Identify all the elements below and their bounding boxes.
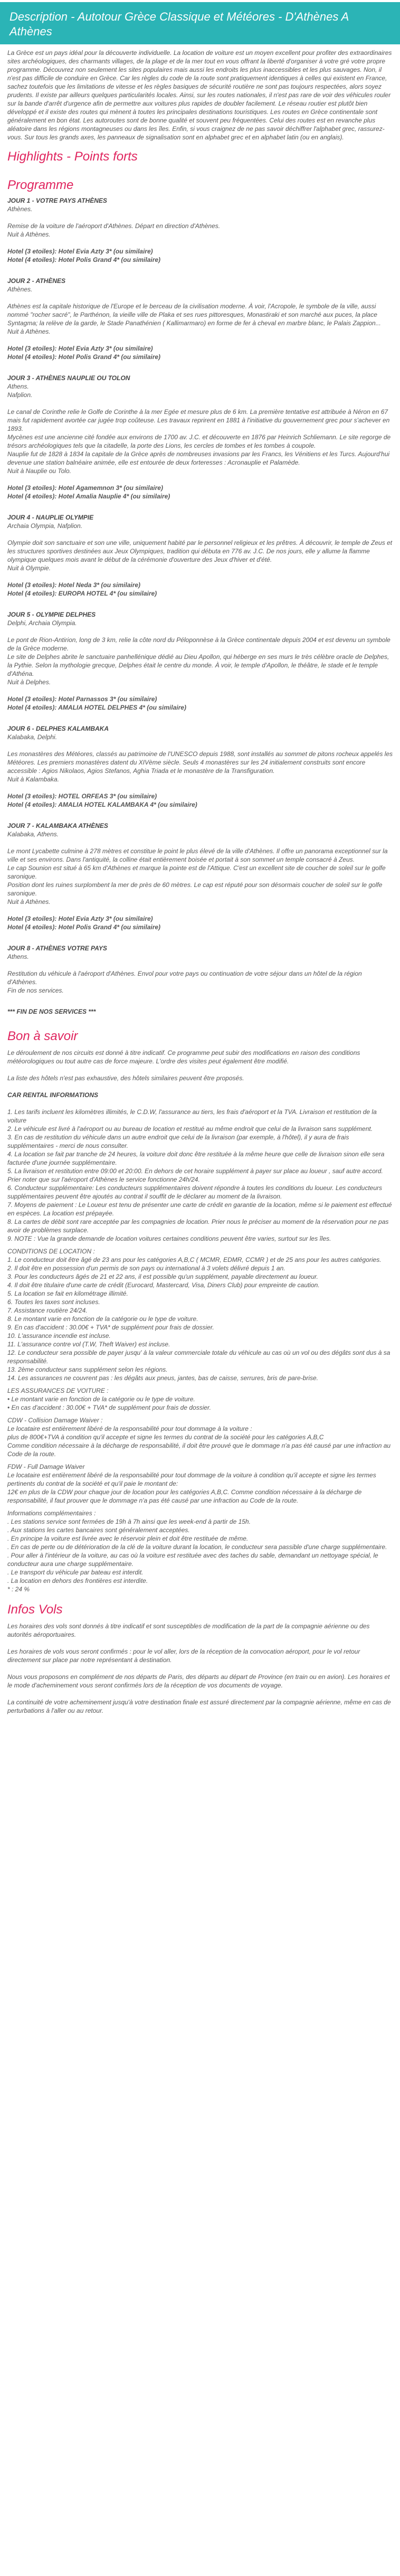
infos-title: Infos Vols (7, 1602, 63, 1617)
car-rental-line: 5. La location se fait en kilométrage illimité. (7, 1290, 128, 1297)
car-rental-line: . Pour aller à l'intérieur de la voiture, au cas où la voiture est restituée avec des taches du sable, demandant un nettoyage spécial, le conducteur aura une charge supplémentaire. (7, 1552, 378, 1568)
infos-paragraph: Les horaires de vols vous seront confirmés : pour le vol aller, lors de la réception de la convocation aéroport, pour le vol retour directement sur place par notre représentant à destination. (7, 1648, 360, 1664)
car-rental-list (7, 1108, 393, 1593)
car-rental-line: 1. Le conducteur doit être âgé de 23 ans pour les catégories A,B,C ( MCMR, EDMR, CCMR ) et de 25 ans pour les autres catégories. (7, 1256, 382, 1263)
spacer (7, 741, 393, 750)
hotel-line: Hotel (3 etoiles): Hotel Agamemnon 3* (ou similaire) (7, 484, 163, 492)
day-text: Le mont Lycabette culmine à 278 mètres et constitue le point le plus élevé de la ville d'Athènes. Il offre un panorama exceptionnel sur la ville et ses environs. Dans l'antiquité, la colline était entièrement boisée et portait à son sommet un temple consacré à Zeus. (7, 847, 388, 863)
day-title: JOUR 1 - VOTRE PAYS ATHÈNES (7, 197, 107, 204)
car-rental-line: 8. La cartes de débit sont rare acceptée par les compagnies de location. Prier nous le préciser au moment de la réservation pour ne pas avoir de problèmes surplace. (7, 1218, 389, 1234)
spacer (7, 784, 393, 792)
day-text: Nuit à Athènes. (7, 231, 51, 238)
hotel-line: Hotel (4 etoiles): Hotel Polis Grand 4* (ou similaire) (7, 256, 161, 263)
car-rental-line: LES ASSURANCES DE VOITURE : (7, 1387, 109, 1394)
day-text: Le cap Sounion est situé à 65 km d'Athènes et marque la pointe est de l'Attique. C'est un excellent site de coucher de soleil sur le golfe saronique. (7, 864, 386, 880)
day-text: Le pont de Rion-Antirion, long de 3 km, relie la côte nord du Péloponnèse à la Grèce continentale depuis 2004 et est devenu un symbole de la Grèce moderne. (7, 636, 391, 652)
day-location: Archaia Olympia, Nafplion. (7, 522, 83, 530)
day-title: JOUR 3 - ATHÈNES NAUPLIE OU TOLON (7, 374, 130, 382)
day-title: JOUR 7 - KALAMBAKA ATHÈNES (7, 822, 108, 829)
hotel-line: Hotel (3 etoiles): Hotel Neda 3* (ou similaire) (7, 581, 141, 589)
day-text: Fin de nos services. (7, 987, 64, 994)
hotel-line: Hotel (3 etoiles): HOTEL ORFEAS 3* (ou similaire) (7, 792, 157, 800)
car-rental-line: 2. Il doit être en possession d'un permis de son pays ou international à 3 volets délivré depuis 1 an. (7, 1265, 285, 1272)
hotel-line: Hotel (3 etoiles): Hotel Evia Azty 3* (ou similaire) (7, 915, 153, 922)
car-rental-line: . Aux stations les cartes bancaires sont généralement acceptées. (7, 1526, 190, 1534)
day-block (7, 277, 393, 361)
car-rental-line: FDW - Full Damage Waiver (7, 1463, 85, 1470)
car-rental-line: 4. Il doit être titulaire d'une carte de crédit (Eurocard, Mastercard, Visa, Diners Club) pour empreinte de caution. (7, 1281, 320, 1289)
car-rental-line: 5. La livraison et restitution entre 09:00 et 20:00. En dehors de cet horaire supplément à payer sur place au loueur , sauf autre accord. Prier noter que sur l'aéroport d'Athènes le service fonctionne 24h/24. (7, 1167, 383, 1183)
car-rental-line: . La location en dehors des frontières est interdite. (7, 1577, 148, 1584)
good-to-know-title: Bon à savoir (7, 1029, 78, 1043)
page-title: Description - Autotour Grèce Classique et Météores - D'Athènes A Athènes (9, 10, 349, 38)
car-rental-line: 4. La location se fait par tranche de 24 heures, la voiture doit donc être restituée à la même heure que celle de livraison sinon elle sera facturée d'une journée supplémentaire. (7, 1150, 385, 1166)
car-rental-line: Informations complémentaires : (7, 1509, 96, 1517)
day-location: Athènes. (7, 205, 33, 213)
car-rental-line: Comme condition nécessaire à la décharge de responsabilité, il doit être prouvé que le dommage n'a pas été causé par une infraction au Code de la route. (7, 1442, 391, 1458)
hotel-line: Hotel (4 etoiles): Hotel Polis Grand 4* (ou similaire) (7, 353, 161, 361)
hotel-line: Hotel (3 etoiles): Hotel Evia Azty 3* (ou similaire) (7, 248, 153, 255)
car-rental-line: CDW - Collision Damage Waiver : (7, 1417, 103, 1424)
programme-title: Programme (7, 178, 74, 192)
hotel-line: Hotel (4 etoiles): Hotel Amalia Nauplie 4* (ou similaire) (7, 493, 170, 500)
spacer (7, 838, 393, 847)
spacer (7, 572, 393, 581)
day-text: Position dont les ruines surplombent la mer de près de 60 mètres. Le cap est réputé pour son désormais coucher de soleil sur le golfe saronique. (7, 881, 383, 897)
day-title: JOUR 4 - NAUPLIE OLYMPIE (7, 514, 94, 521)
car-rental-line: CONDITIONS DE LOCATION : (7, 1248, 95, 1255)
spacer (7, 627, 393, 636)
car-rental-line: * : 24 % (7, 1586, 30, 1593)
spacer (7, 686, 393, 695)
car-rental-line: Le locataire est entièrement libéré de la responsabilité pour tout dommage de la voiture à condition qu'il accepte et signe les termes pertinents du contrat de la société et qu'il paie le montant de: (7, 1471, 376, 1487)
day-block (7, 513, 393, 598)
day-location: Nafplion. (7, 391, 33, 399)
car-rental-line: 12€ en plus de la CDW pour chaque jour de location pour les catégories A,B,C. Comme condition nécessaire à la décharge de responsabilité, il faut prouver que le dommage n'a pas été causé par une infraction au Code de la route. (7, 1488, 362, 1504)
good-to-know-paragraph: La liste des hôtels n'est pas exhaustive, des hôtels similaires peuvent être proposés. (7, 1074, 244, 1082)
intro-paragraph: La Grèce est un pays idéal pour la découverte individuelle. La location de voiture est un moyen excellent pour profiter des extraordinaires sites archéologiques, des charmants villages, de la plage et de la mer tout en vous offrant la liberté d'organiser à votre gré votre propre programme. Découvrez non seulement les sites populaires mais aussi les endroits les plus inaccessibles et les plus sauvages. Non, il n'est pas difficile de conduire en Grèce. Car les règles du code de la route sont pratiquement identiques à celles qui existent en France, sachez toutefois que les limitations de vitesse et les règles basiques de sécurité routière ne sont pas toujours respectées, alors soyez prudents. Il existe par ailleurs quelques particularités locales. Ainsi, sur les routes nationales, il n'est pas rare de voir des véhicules rouler sur la bande d'arrêt d'urgence afin de permettre aux voitures plus rapides de doubler facilement. Le réseau routier est plutôt bien développé et il existe des routes qui mènent à toutes les principales destinations touristiques. Les routes en Grèce continentale sont généralement en bon état. Les autoroutes sont de bonne qualité et souvent peu fréquentées. Celui des routes est en revanche plus aléatoire dans les régions montagneuses ou dans les îles. Enfin, si vous craignez de ne pas savoir déchiffrer l'alphabet grec, rassurez-vous. Sur tous les grands axes, les panneaux de signalisation sont en alphabet grec et en alphabet latin (ou en anglais). (7, 49, 392, 141)
car-rental-line: 6. Conducteur supplémentaire: Les conducteurs supplémentaires doivent répondre à toutes les conditions du loueur. Les conducteurs supplémentaires peuvent être ajoutés au contrat il souffit de le déclarer au moment de la livraison. (7, 1184, 382, 1200)
good-to-know-paragraph: Le déroulement de nos circuits est donné à titre indicatif. Ce programme peut subir des modifications en raison des conditions météorologiques ou tout autre cas de force majeure. L'ordre des visites peut également être modifié. (7, 1049, 360, 1065)
spacer (7, 336, 393, 344)
day-location: Athens. (7, 953, 29, 960)
day-title: JOUR 6 - DELPHES KALAMBAKA (7, 725, 109, 732)
spacer (7, 906, 393, 914)
title-bar (0, 2, 400, 44)
day-text: Nuit à Nauplie ou Tolo. (7, 467, 71, 475)
day-text: Nuit à Athènes. (7, 328, 51, 335)
car-rental-line: 9. NOTE : Vue la grande demande de location voitures certaines conditions peuvent être varies, surtout sur les îles. (7, 1235, 331, 1242)
car-rental-line: 7. Assistance routière 24/24. (7, 1307, 88, 1314)
day-title: JOUR 2 - ATHÈNES (7, 277, 66, 285)
car-rental-line: 11. L'assurance contre vol (T.W, Theft Waiver) est incluse. (7, 1341, 170, 1348)
spacer (7, 213, 393, 222)
infos-paragraph: Nous vous proposons en complément de nos départs de Paris, des départs au départ de Province (en train ou en avion). Les horaires et le mode d'acheminement vous seront confirmés lors de la réception de vos documents de voyage. (7, 1673, 390, 1689)
car-rental-line: • Le montant varie en fonction de la catégorie ou le type de voiture. (7, 1395, 195, 1403)
car-rental-line: 7. Moyens de paiement : Le Loueur est tenu de présenter une carte de crédit en garantie de la location, même si le paiement est effectué en espèces. La location est prépayée. (7, 1201, 392, 1217)
car-rental-line: • En cas d'accident : 30.00€ + TVA* de supplément pour frais de dossier. (7, 1404, 211, 1411)
car-rental-line: 8. Le montant varie en fonction de la catégorie ou le type de voiture. (7, 1315, 198, 1323)
day-text: Nuit à Olympie. (7, 564, 51, 572)
car-rental-line: . Le transport du véhicule par bateau est interdit. (7, 1569, 144, 1576)
car-rental-line: . En cas de perte ou de détérioration de la clé de la voiture durant la location, le conducteur sera passible d'une charge supplémentaire. (7, 1543, 387, 1551)
hotel-line: Hotel (4 etoiles): AMALIA HOTEL DELPHES 4* (ou similaire) (7, 704, 186, 711)
end-services: *** FIN DE NOS SERVICES *** (7, 1008, 96, 1015)
day-text: Olympie doit son sanctuaire et son une ville, uniquement habité par le personnel religieux et les prêtres. À découvrir, le temple de Zeus et les structures sportives destinées aux Jeux Olympiques, tradition qui débuta en 776 av. J.C. De nos jours, elle y allume la flamme olympique quelques mois avant le début de la cérémonie d'ouverture des Jeux d'hiver et d'été. (7, 539, 393, 563)
day-text: Remise de la voiture de l'aéroport d'Athènes. Départ en direction d'Athènes. (7, 222, 221, 230)
car-rental-line: 12. Le conducteur sera possible de payer jusqu' à la valeur commerciale totale du véhicule au cas où un vol ou des dégâts sont dus à sa responsabilité. (7, 1349, 391, 1365)
car-rental-line: 6. Toutes les taxes sont incluses. (7, 1298, 100, 1306)
day-block (7, 944, 393, 995)
day-text: Mycènes est une ancienne cité fondée aux environs de 1700 av. J.C. et découverte en 1876 par Heinrich Schliemann. Le site regorge de trésors archéologiques tels que la citadelle, la porte des Lions, les cercles de tombes et les tombes à coupole. (7, 433, 391, 449)
day-text: Nuit à Delphes. (7, 678, 51, 686)
hotel-line: Hotel (3 etoiles): Hotel Evia Azty 3* (ou similaire) (7, 345, 153, 352)
day-text: Nuit à Kalambaka. (7, 776, 60, 783)
spacer (7, 961, 393, 969)
hotel-line: Hotel (4 etoiles): AMALIA HOTEL KALAMBAKA 4* (ou similaire) (7, 801, 197, 808)
infos-paragraph: Les horaires des vols sont donnés à titre indicatif et sont susceptibles de modification de la part de la compagnie aérienne ou des autorités aéroportuaires. (7, 1622, 370, 1638)
car-rental-line: 1. Les tarifs incluent les kilomètres illimités, le C.D.W, l'assurance au tiers, les frais d'aéroport et la TVA. Livraison et restitution de la voiture (7, 1108, 377, 1124)
day-location: Athens. (7, 383, 29, 390)
car-rental-line: . Les stations service sont fermées de 19h à 7h ainsi que les week-end à partir de 15h. (7, 1518, 251, 1525)
car-rental-line: 3. Pour les conducteurs âgés de 21 et 22 ans, il est possible qu'un supplément, payable directement au loueur. (7, 1273, 318, 1280)
programme-days (7, 196, 393, 995)
infos-paragraph: La continuité de votre acheminement jusqu'à votre destination finale est assuré directement par la compagnie aérienne, même en cas de perturbations à l'aller ou au retour. (7, 1699, 391, 1714)
day-location: Delphi, Archaia Olympia. (7, 619, 77, 627)
car-rental-title: CAR RENTAL INFORMATIONS (7, 1091, 98, 1099)
spacer (7, 399, 393, 408)
day-text: Le canal de Corinthe relie le Golfe de Corinthe à la mer Egée et mesure plus de 6 km. La première tentative est attribuée à Néron en 67 mais fut rapidement avortée car jugée trop coûteuse. Les travaux reprirent en 1881 à l'initiative du gouvernement grec pour s'achever en 1893. (7, 408, 390, 432)
day-location: Kalabaka, Athens. (7, 831, 59, 838)
infos-list (7, 1622, 393, 1715)
day-location: Athènes. (7, 286, 33, 293)
car-rental-line: Le locataire est entièrement libéré de la responsabilité pour tout dommage à la voiture : (7, 1425, 252, 1432)
day-title: JOUR 5 - OLYMPIE DELPHES (7, 611, 96, 618)
spacer (7, 239, 393, 247)
car-rental-line: 10. L'assurance incendie est incluse. (7, 1332, 111, 1339)
day-text: Le site de Delphes abrite le sanctuaire panhellénique dédié au Dieu Apollon, qui héberge en ses murs le très célèbre oracle de Delphes, la Pythie. Selon la mythologie grecque, Delphes était le centre du monde. À voir, le temple d'Apollon, le théâtre, le stade et le temple d'Athéna. (7, 653, 389, 677)
day-title: JOUR 8 - ATHÈNES VOTRE PAYS (7, 945, 107, 952)
hotel-line: Hotel (4 etoiles): Hotel Polis Grand 4* (ou similaire) (7, 923, 161, 931)
highlights-title: Highlights - Points forts (7, 149, 138, 164)
day-text: Nauplie fut de 1828 à 1834 la capitale de la Grèce après de nombreuses invasions par les Francs, les Vénitiens et les Turcs. Aujourd'hui devenue une station balnéaire animée, elle est entourée de deux forteresses : Acronauplie et Palamède. (7, 450, 390, 466)
day-text: Restitution du véhicule à l'aéroport d'Athènes. Envol pour votre pays ou continuation de votre séjour dans un hôtel de la région d'Athènes. (7, 970, 362, 986)
hotel-line: Hotel (3 etoiles): Hotel Parnassos 3* (ou similaire) (7, 695, 157, 703)
content (0, 44, 400, 1715)
car-rental-line: 9. En cas d'accident : 30.00€ + TVA* de supplément pour frais de dossier. (7, 1324, 214, 1331)
hotel-line: Hotel (4 etoiles): EUROPA HOTEL 4* (ou similaire) (7, 590, 157, 597)
car-rental-line: . En principe la voiture est livrée avec le réservoir plein et doit être restituée de même. (7, 1535, 249, 1542)
good-to-know-list (7, 1049, 393, 1082)
car-rental-line: 2. Le véhicule est livré à l'aéroport ou au bureau de location et restitué au même endroit que celui de la livraison sans supplément. (7, 1125, 373, 1133)
day-text: Nuit à Athènes. (7, 898, 51, 905)
car-rental-line: plus de 800€+TVA à condition qu'il accepte et signe les termes du contrat de la société pour les catégories A,B,C (7, 1433, 324, 1441)
spacer (7, 475, 393, 484)
spacer (7, 294, 393, 302)
day-block (7, 822, 393, 931)
day-block (7, 724, 393, 809)
day-block (7, 374, 393, 501)
spacer (7, 530, 393, 539)
day-block (7, 610, 393, 712)
day-text: Athènes est la capitale historique de l'Europe et le berceau de la civilisation moderne. À voir, l'Acropole, le symbole de la ville, aussi nommé "rocher sacré", le Parthénon, la vieille ville de Plaka et ses rues pittoresques, Monastiraki et son marché aux puces, la place Syntagma; la relève de la garde, le Stade Panathénien ( Kallimarmaro) en forme de fer à cheval en marbre blanc, le Palais Zappion... (7, 303, 381, 327)
car-rental-line: 3. En cas de restitution du véhicule dans un autre endroit que celui de la livraison (par exemple, à l'hôtel), il y aura de frais supplémentaires - merci de nous consulter. (7, 1134, 349, 1149)
car-rental-line: 14. Les assurances ne couvrent pas : les dégâts aux pneus, jantes, bas de caisse, serrures, bris de pare-brise. (7, 1374, 318, 1382)
day-text: Les monastères des Météores, classés au patrimoine de l'UNESCO depuis 1988, sont installés au sommet de pitons rocheux appelés les Météores. Les premiers monastères datent du XIVème siècle. Seuls 4 monastères sur les 24 initialement construits sont encore accessible : Agios Nikolaos, Agios Stefanos, Aghia Triada et le monastère de la Transfiguration. (7, 750, 393, 775)
day-location: Kalabaka, Delphi. (7, 733, 58, 741)
day-block (7, 196, 393, 264)
car-rental-line: 13. 2ème conducteur sans supplément selon les régions. (7, 1366, 168, 1373)
